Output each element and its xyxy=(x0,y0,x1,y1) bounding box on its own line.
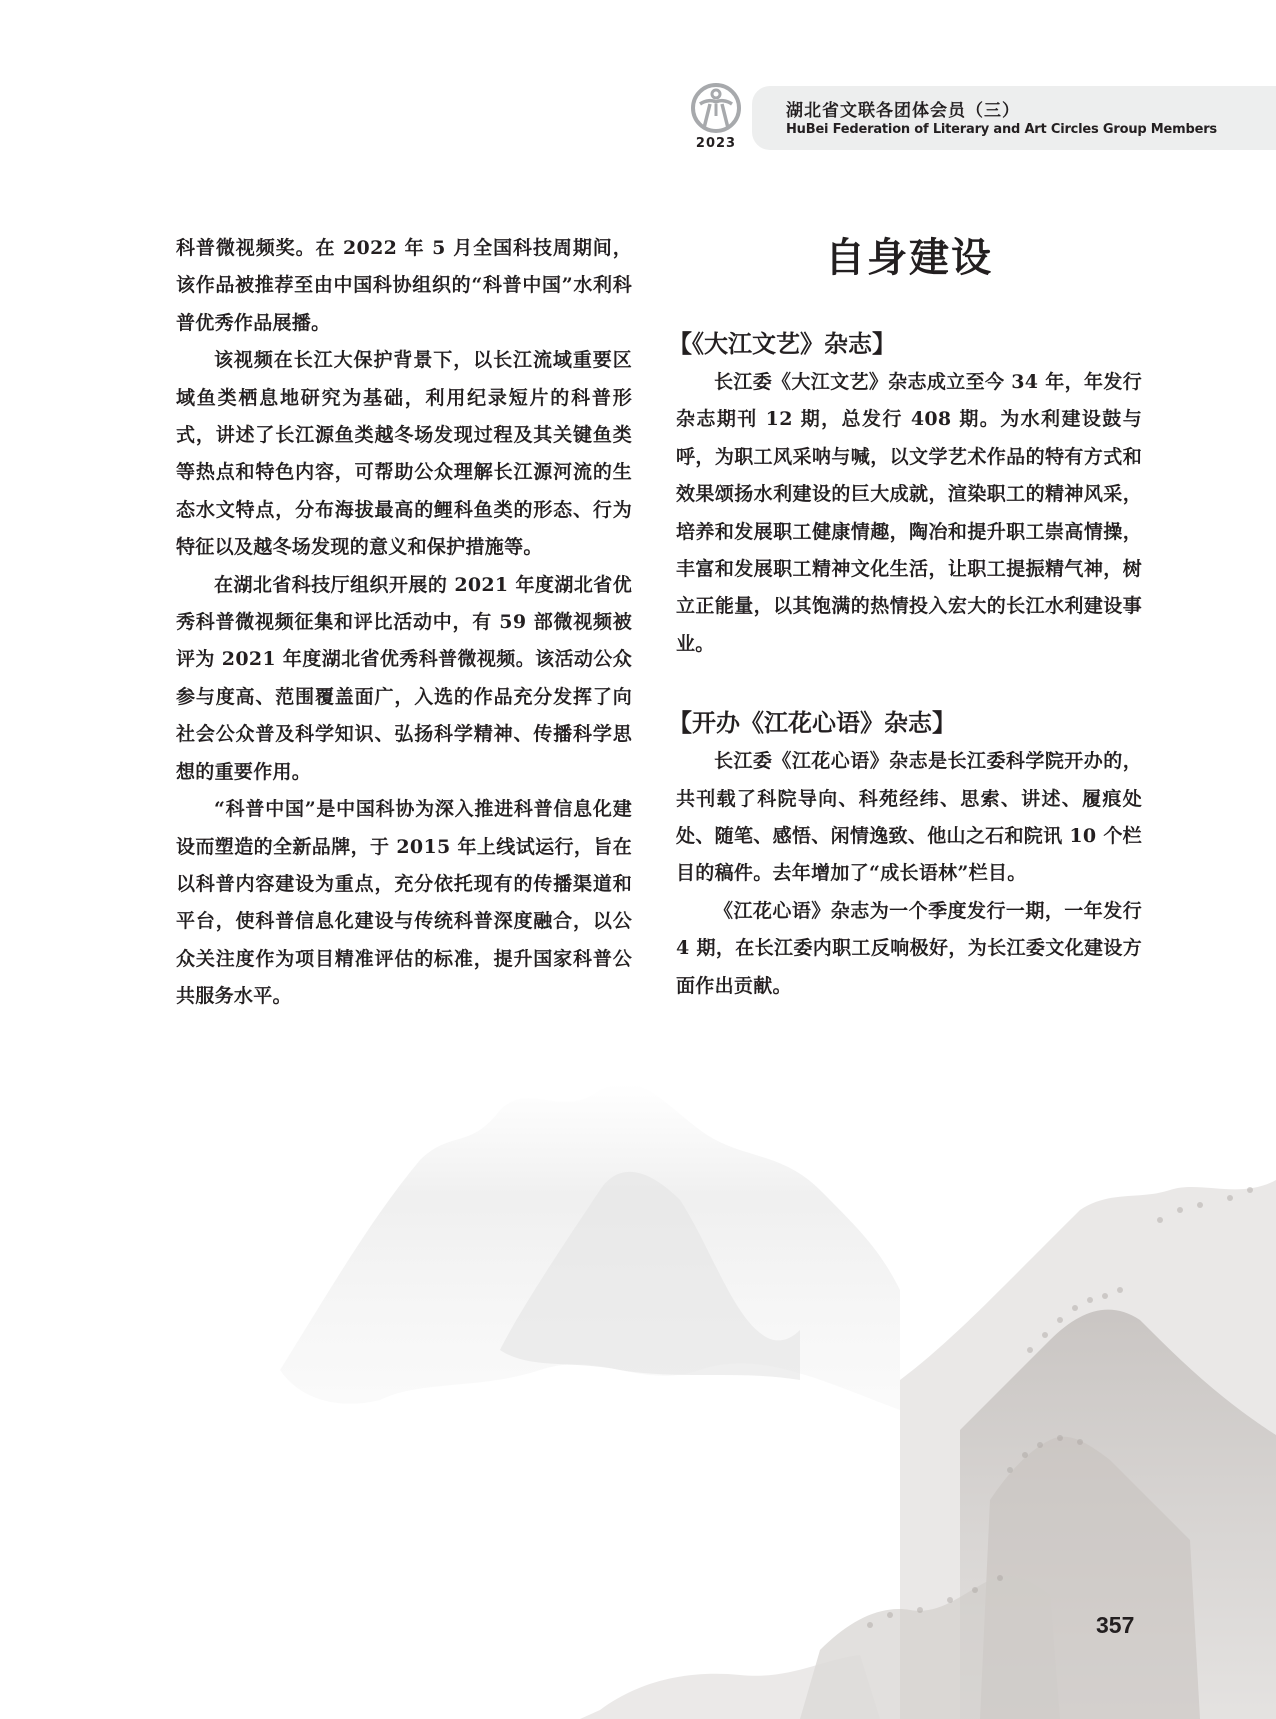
page-number: 357 xyxy=(1096,1612,1135,1638)
header-title-chinese: 湖北省文联各团体会员（三） xyxy=(786,101,1020,121)
paragraph: 该视频在长江大保护背景下，以长江流域重要区域鱼类栖息地研究为基础，利用纪录短片的科普形式，讲述了长江源鱼类越冬场发现过程及其关键鱼类等热点和特色内容，可帮助公众理解长江源河流的生态水文特点，分布海拔最高的鲤科鱼类的形态、行为特征以及越冬场发现的意义和保护措施等。 xyxy=(176,349,632,559)
paragraph: 《江花心语》杂志为一个季度发行一期，一年发行 4 期，在长江委内职工反响极好，为长江委文化建设方面作出贡献。 xyxy=(676,899,1142,997)
ink-landscape-illustration xyxy=(0,1050,1276,1719)
paragraph: 长江委《江花心语》杂志是长江委科学院开办的，共刊载了科院导向、科苑经纬、思索、讲述、履痕处处、随笔、感悟、闲情逸致、他山之石和院讯 10 个栏目的稿件。去年增加了“成长语林”栏目。 xyxy=(676,750,1142,885)
left-column xyxy=(176,230,632,1016)
sub-heading-dajiang-wenyi: 【《大江文艺》杂志】 xyxy=(668,330,896,358)
federation-logo xyxy=(686,82,746,152)
federation-emblem-icon xyxy=(690,82,742,134)
sub-heading-jianghua-xinyu: 【开办《江花心语》杂志】 xyxy=(668,709,956,738)
header-title-english: HuBei Federation of Literary and Art Circles Group Members xyxy=(786,122,1217,137)
paragraph: 长江委《大江文艺》杂志成立至今 34 年，年发行杂志期刊 12 期，总发行 408 期。为水利建设鼓与呼，为职工风采呐与喊，以文学艺术作品的特有方式和效果颂扬水利建设的巨大成就，渲染职工的精神风采，培养和发展职工健康情趣，陶冶和提升职工崇高情操，丰富和发展职工精神文化生活，让职工提振精气神，树立正能量，以其饱满的热情投入宏大的长江水利建设事业。 xyxy=(676,371,1142,655)
section-title: 自身建设 xyxy=(825,235,993,281)
right-column xyxy=(668,228,1142,1005)
paragraph: 科普微视频奖。在 2022 年 5 月全国科技周期间，该作品被推荐至由中国科协组织的“科普中国”水利科普优秀作品展播。 xyxy=(176,237,632,334)
paragraph: “科普中国”是中国科协为深入推进科普信息化建设而塑造的全新品牌，于 2015 年上线试运行，旨在以科普内容建设为重点，充分依托现有的传播渠道和平台，使科普信息化建设与传统科普深度融合，以公众关注度作为项目精准评估的标准，提升国家科普公共服务水平。 xyxy=(176,798,632,1008)
section-spacer xyxy=(676,663,1142,703)
paragraph: 在湖北省科技厅组织开展的 2021 年度湖北省优秀科普微视频征集和评比活动中，有 59 部微视频被评为 2021 年度湖北省优秀科普微视频。该活动公众参与度高、范围覆盖面广，入选的作品充分发挥了向社会公众普及科学知识、弘扬科学精神、传播科学思想的重要作用。 xyxy=(176,573,632,783)
logo-year: 2023 xyxy=(695,136,737,151)
